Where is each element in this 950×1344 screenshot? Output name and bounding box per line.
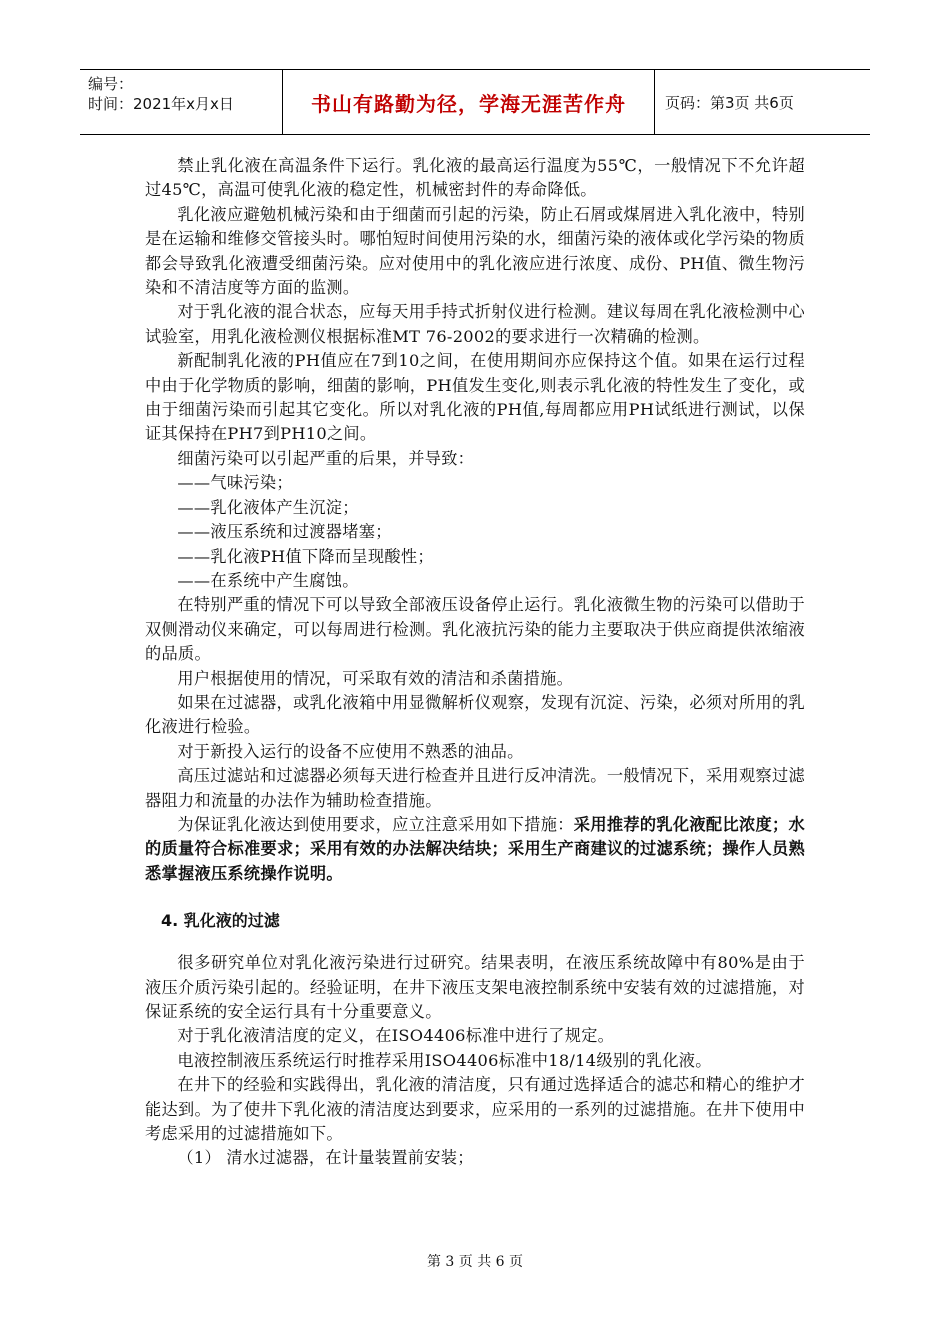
paragraph: 乳化液应避勉机械污染和由于细菌而引起的污染，防止石屑或煤屑进入乳化液中，特别是在运输和维修交管接头时。哪怕短时间使用污染的水，细菌污染的液体或化学污染的物质都会导致乳化液遭受细菌污染。应对使用中的乳化液应进行浓度、成份、PH值、微生物污染和不清洁度等方面的监测。: [145, 204, 805, 298]
paragraph: 禁止乳化液在高温条件下运行。乳化液的最高运行温度为55℃，一般情况下不允许超过45℃，高温可使乳化液的稳定性，机械密封件的寿命降低。: [145, 156, 805, 200]
number-label: 编号：: [88, 75, 134, 93]
section-heading: 4. 乳化液的过滤: [161, 911, 280, 931]
paragraph: 如果在过滤器，或乳化液箱中用显微解析仪观察，发现有沉淀、污染，必须对所用的乳化液进行检验。: [145, 692, 805, 737]
list-item: ——乳化液体产生沉淀；: [177, 497, 359, 517]
page-label: 页码：第3页 共6页: [665, 93, 794, 112]
list-item: （1） 清水过滤器，在计量装置前安装；: [177, 1148, 474, 1168]
paragraph: 很多研究单位对乳化液污染进行过研究。结果表明，在液压系统故障中有80%是由于液压介质污染引起的。经验证明，在井下液压支架电液控制系统中安装有效的过滤措施，对保证系统的安全运行具有十分重要意义。: [145, 953, 805, 1021]
motto: 书山有路勤为径，学海无涯苦作舟: [283, 70, 655, 134]
paragraph: 在井下的经验和实践得出，乳化液的清洁度，只有通过选择适合的滤芯和精心的维护才能达到。为了使井下乳化液的清洁度达到要求，应采用的一系列的过滤措施。在井下使用中考虑采用的过滤措施如下。: [145, 1075, 805, 1144]
paragraph: 电液控制液压系统运行时推荐采用ISO4406标准中18/14级别的乳化液。: [177, 1050, 712, 1070]
paragraph: 对于新投入运行的设备不应使用不熟悉的油品。: [177, 741, 524, 761]
paragraph: 对于乳化液清洁度的定义，在ISO4406标准中进行了规定。: [177, 1026, 615, 1046]
paragraph: 用户根据使用的情况，可采取有效的清洁和杀菌措施。: [177, 668, 574, 688]
list-item: ——气味污染；: [177, 473, 293, 493]
page-footer: 第 3 页 共 6 页: [426, 1254, 524, 1270]
measures-paragraph: [145, 813, 805, 886]
list-item: ——在系统中产生腐蚀。: [177, 570, 359, 590]
paragraph: 高压过滤站和过滤器必须每天进行检查并且进行反冲清洗。一般情况下，采用观察过滤器阻力和流量的办法作为辅助检查措施。: [145, 766, 805, 810]
measures-bold: 采用推荐的乳化液配比浓度；水的质量符合标准要求；采用有效的办法解决结块；采用生产商建议的过滤系统；操作人员熟悉掌握液压系统操作说明。: [145, 814, 805, 883]
document-body: [145, 154, 805, 1171]
page-header: [80, 69, 870, 135]
paragraph: 细菌污染可以引起严重的后果，并导致：: [177, 448, 475, 468]
header-meta: [80, 70, 283, 134]
date-label: 时间：2021年x月x日: [88, 95, 234, 113]
paragraph: 对于乳化液的混合状态，应每天用手持式折射仪进行检测。建议每周在乳化液检测中心试验室，用乳化液检测仪根据标准MT 76-2002的要求进行一次精确的检测。: [145, 302, 805, 346]
list-item: ——液压系统和过渡器堵塞；: [177, 522, 392, 542]
list-item: ——乳化液PH值下降而呈现酸性；: [177, 546, 434, 566]
paragraph: 新配制乳化液的PH值应在7到10之间，在使用期间亦应保持这个值。如果在运行过程中由于化学物质的影响，细菌的影响，PH值发生变化,则表示乳化液的特性发生了变化，或由于细菌污染而引起其它变化。所以对乳化液的PH值,每周都应用PH试纸进行测试，以保证其保持在PH7到PH10之间。: [145, 351, 805, 444]
measures-intro: 为保证乳化液达到使用要求，应立注意采用如下措施：: [177, 814, 574, 834]
paragraph: 在特别严重的情况下可以导致全部液压设备停止运行。乳化液微生物的污染可以借助于双侧滑动仪来确定，可以每周进行检测。乳化液抗污染的能力主要取决于供应商提供浓缩液的品质。: [145, 595, 805, 664]
